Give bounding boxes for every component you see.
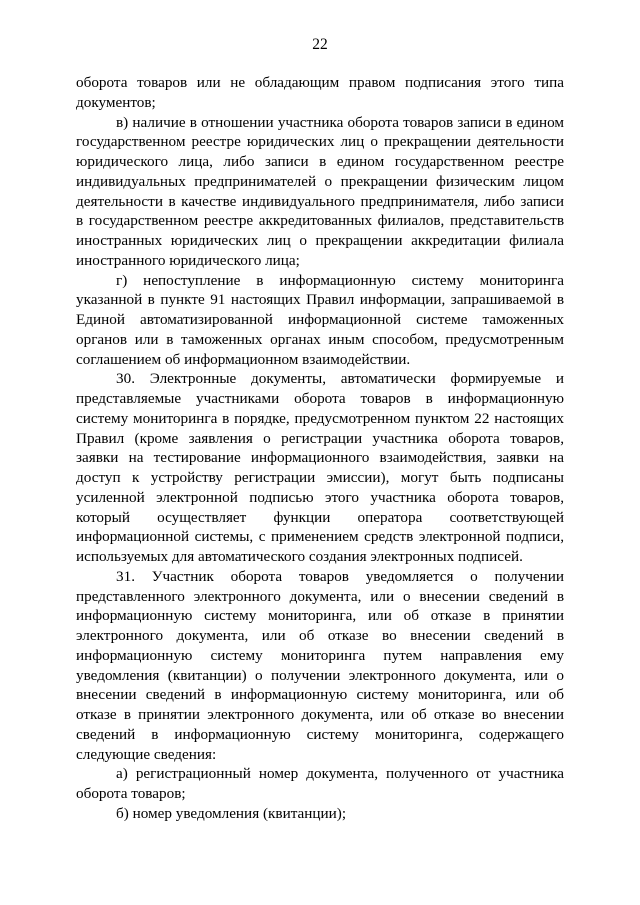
page-number: 22 <box>312 36 328 53</box>
paragraph-item-v: в) наличие в отношении участника оборота товаров записи в едином государственном реестре юридических лиц о прекращении деятельности юридического лица, либо записи в едином государственном реестре индивидуальных предпринимателей о прекращении физическим лицом деятельности в качестве индивидуального предпринимателя, либо записи в государственном реестре аккредитованных филиалов, представительств иностранных юридических лиц о прекращении аккредитации филиала иностранного юридического лица; <box>76 113 564 269</box>
paragraph-clause-30: 30. Электронные документы, автоматически формируемые и представляемые участниками оборота товаров в информационную систему мониторинга в порядке, предусмотренном пунктом 22 настоящих Правил (кроме заявления о регистрации участника оборота товаров, заявки на тестирование информационного взаимодействия, заявки на доступ к устройству регистрации эмиссии), могут быть подписаны усиленной электронной подписью этого участника оборота товаров, который осуществляет функции оператора соответствующей информационной системы, с применением средств электронной подписи, используемых для автоматического создания электронных подписей. <box>76 370 564 565</box>
paragraph-item-g: г) непоступление в информационную систему мониторинга указанной в пункте 91 настоящих Правил информации, запрашиваемой в Единой автоматизированной информационной системе таможенных органов или в таможенных органах иным способом, предусмотренным соглашением об информационном взаимодействии. <box>76 271 564 368</box>
paragraph-item-b: б) номер уведомления (квитанции); <box>116 804 347 822</box>
document-body <box>76 73 564 824</box>
paragraph-clause-31: 31. Участник оборота товаров уведомляется о получении представленного электронного документа, или о внесении сведений в информационную систему мониторинга, или об отказе в принятии электронного документа, или об отказе во внесении сведений в информационную систему мониторинга путем направления ему уведомления (квитанции) о получении электронного документа, или о внесении сведений в информационную систему мониторинга, или об отказе в принятии электронного документа, или об отказе во внесении сведений в информационную систему мониторинга, содержащего следующие сведения: <box>76 567 564 763</box>
paragraph-continuation: оборота товаров или не обладающим правом подписания этого типа документов; <box>76 74 564 111</box>
paragraph-item-a: а) регистрационный номер документа, полученного от участника оборота товаров; <box>76 765 564 802</box>
